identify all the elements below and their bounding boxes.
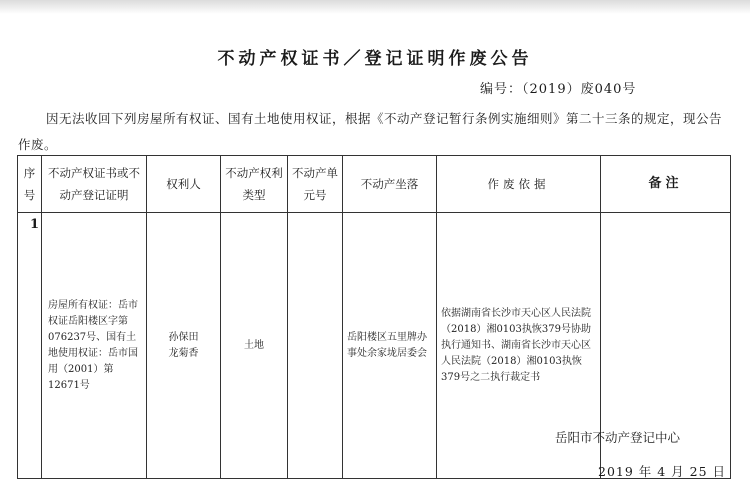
header-holder: 权利人	[147, 156, 221, 213]
issuing-organization: 岳阳市不动产登记中心	[555, 430, 681, 445]
document-number: 编号：（2019）废040号	[480, 82, 637, 97]
cell-seq: 1	[18, 213, 42, 479]
scan-top-edge	[0, 0, 750, 14]
page-title: 不动产权证书／登记证明作废公告	[217, 49, 533, 69]
header-location: 不动产坐落	[343, 156, 437, 213]
header-seq: 序号	[18, 156, 42, 213]
issue-date: 2019 年 4 月 25 日	[598, 464, 727, 479]
cell-location: 岳阳楼区五里牌办事处余家垅居委会	[343, 213, 437, 479]
cell-holder: 孙保田 龙菊香	[147, 213, 221, 479]
table-header-row	[18, 156, 731, 213]
header-type: 不动产权利类型	[221, 156, 288, 213]
cell-type: 土地	[221, 213, 288, 479]
header-cert: 不动产权证书或不动产登记证明	[42, 156, 147, 213]
cell-cert: 房屋所有权证：岳市权证岳阳楼区字第076237号、国有土地使用权证：岳市国用（2001）第12671号	[42, 213, 147, 479]
cell-basis: 依据湖南省长沙市天心区人民法院（2018）湘0103执恢379号协助执行通知书、湖南省长沙市天心区人民法院（2018）湘0103执恢379号之二执行裁定书	[437, 213, 601, 479]
cell-unit	[288, 213, 343, 479]
intro-paragraph: 因无法收回下列房屋所有权证、国有土地使用权证，根据《不动产登记暂行条例实施细则》第二十三条的规定，现公告作废。	[18, 111, 723, 152]
header-unit: 不动产单元号	[288, 156, 343, 213]
header-basis: 作废依据	[437, 156, 601, 213]
header-remarks: 备注	[601, 156, 731, 213]
